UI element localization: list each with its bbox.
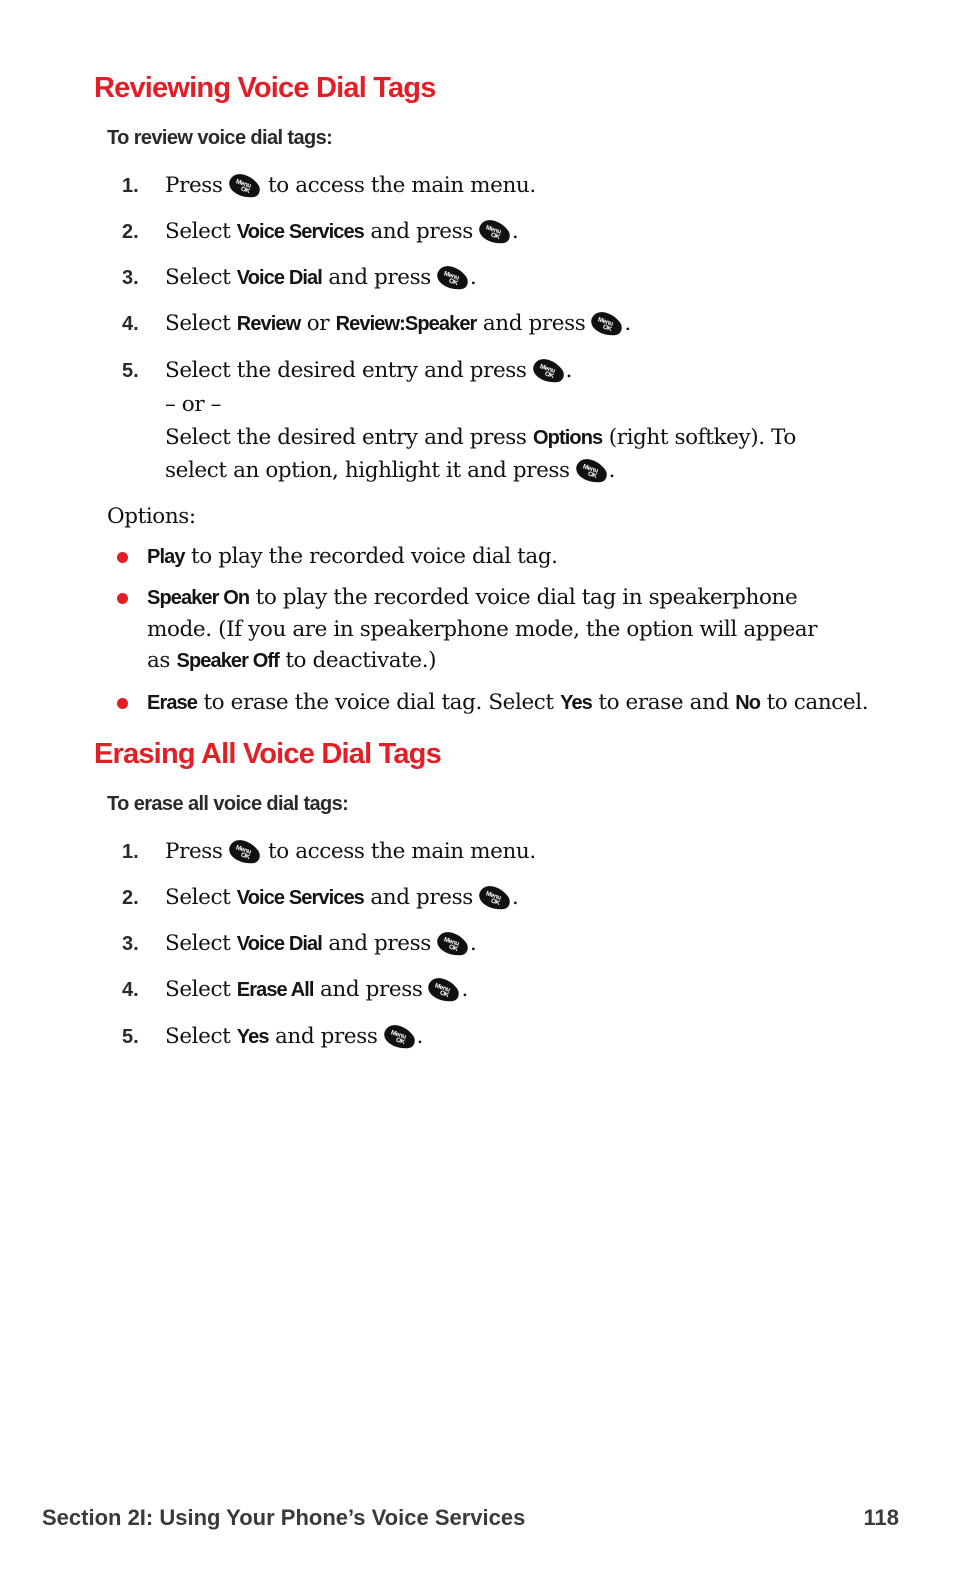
- menu-option-yes: Yes: [236, 1026, 269, 1048]
- menu-ok-key-icon: [477, 218, 511, 244]
- menu-option-voice-dial: Voice Dial: [236, 933, 322, 955]
- step-5-alternative: Select the desired entry and press Options (right softkey). To: [165, 425, 796, 450]
- step-number: 5.: [122, 1026, 139, 1048]
- step-2: Select Voice Services and press .: [165, 219, 519, 244]
- step-number: 2.: [122, 887, 139, 909]
- option-speaker-off: Speaker Off: [176, 650, 279, 672]
- menu-option-voice-services: Voice Services: [236, 887, 364, 909]
- menu-ok-key-icon: [382, 1023, 416, 1049]
- menu-ok-key-icon: [435, 264, 469, 290]
- menu-ok-key-icon: [531, 357, 565, 383]
- or-separator: – or –: [165, 392, 221, 417]
- menu-ok-key-icon: [426, 976, 460, 1002]
- step-number: 4.: [122, 979, 139, 1001]
- bullet-icon: [117, 552, 128, 563]
- step-5: Select Yes and press .: [165, 1024, 423, 1049]
- step-number: 1.: [122, 841, 139, 863]
- option-play: Play to play the recorded voice dial tag.: [147, 544, 558, 569]
- bullet-icon: [117, 593, 128, 604]
- step-5-alternative-cont: select an option, highlight it and press .: [165, 458, 616, 483]
- step-3: Select Voice Dial and press .: [165, 265, 477, 290]
- step-2: Select Voice Services and press .: [165, 885, 519, 910]
- step-1: Press to access the main menu.: [165, 839, 536, 864]
- option-erase: Erase to erase the voice dial tag. Select Yes to erase and No to cancel.: [147, 690, 869, 715]
- step-4: Select Review or Review:Speaker and press .: [165, 311, 631, 336]
- step-5: Select the desired entry and press .: [165, 358, 573, 383]
- menu-ok-key-icon: [477, 884, 511, 910]
- section-title-reviewing: Reviewing Voice Dial Tags: [94, 72, 436, 104]
- menu-option-review-speaker: Review:Speaker: [335, 313, 477, 335]
- options-label: Options:: [107, 504, 196, 529]
- step-number: 3.: [122, 267, 139, 289]
- step-1: Press to access the main menu.: [165, 173, 536, 198]
- step-number: 2.: [122, 221, 139, 243]
- menu-ok-key-icon: [227, 838, 261, 864]
- subhead-review: To review voice dial tags:: [107, 127, 333, 149]
- menu-ok-key-icon: [589, 310, 623, 336]
- step-number: 4.: [122, 313, 139, 335]
- menu-ok-key-icon: [574, 457, 608, 483]
- footer-section-title: Section 2I: Using Your Phone’s Voice Services: [42, 1505, 526, 1530]
- option-speaker-on-cont2: as Speaker Off to deactivate.): [147, 648, 437, 673]
- menu-option-voice-services: Voice Services: [236, 221, 364, 243]
- step-number: 1.: [122, 175, 139, 197]
- step-3: Select Voice Dial and press .: [165, 931, 477, 956]
- menu-ok-key-icon: [227, 172, 261, 198]
- step-number: 5.: [122, 360, 139, 382]
- menu-ok-key-icon: [435, 930, 469, 956]
- menu-option-erase-all: Erase All: [236, 979, 314, 1001]
- step-4: Select Erase All and press .: [165, 977, 468, 1002]
- option-speaker-on: Speaker On to play the recorded voice dial tag in speakerphone: [147, 585, 798, 610]
- step-number: 3.: [122, 933, 139, 955]
- menu-option-review: Review: [236, 313, 301, 335]
- subhead-erase: To erase all voice dial tags:: [107, 793, 349, 815]
- bullet-icon: [117, 698, 128, 709]
- page-number: 118: [863, 1505, 899, 1530]
- softkey-options: Options: [533, 427, 603, 449]
- section-title-erasing: Erasing All Voice Dial Tags: [94, 738, 441, 770]
- option-speaker-on-cont: mode. (If you are in speakerphone mode, the option will appear: [147, 617, 818, 642]
- menu-option-voice-dial: Voice Dial: [236, 267, 322, 289]
